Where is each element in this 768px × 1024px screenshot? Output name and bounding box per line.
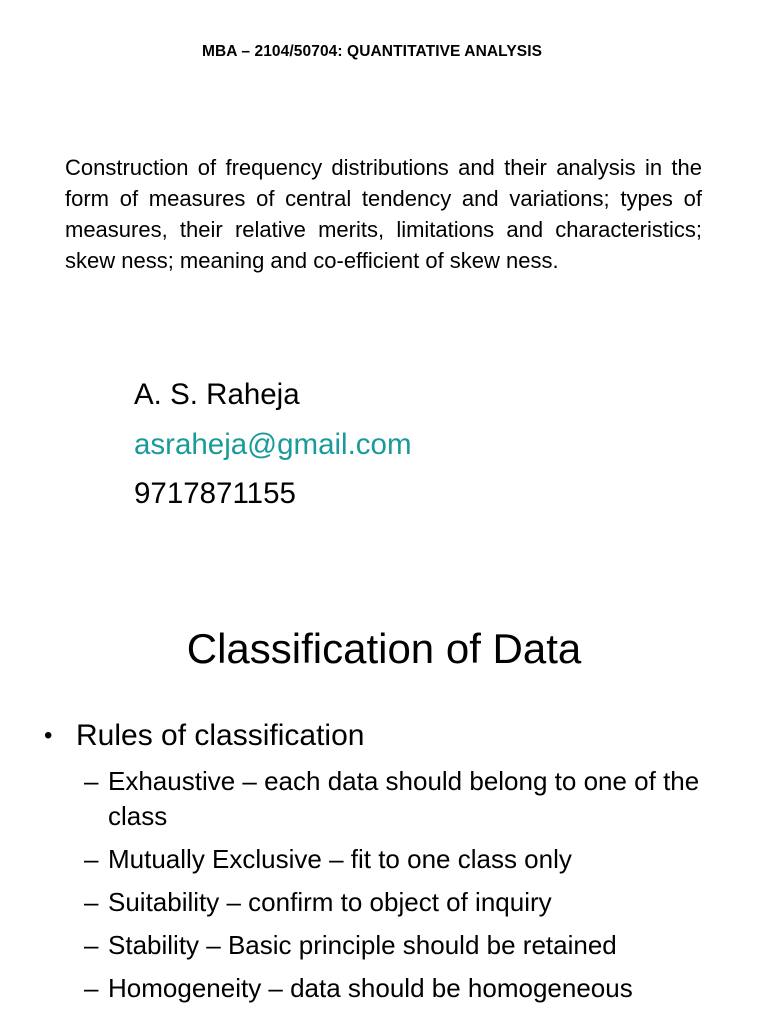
bullet-icon: •: [44, 722, 53, 749]
slide-title: Classification of Data: [186, 625, 582, 672]
dash-icon: –: [84, 930, 99, 960]
author-name: A. S. Raheja: [134, 378, 300, 411]
contact-block: [134, 370, 412, 519]
author-phone: 9717871155: [134, 477, 296, 510]
list-item: [84, 971, 764, 1006]
list-item-text: Mutually Exclusive – fit to one class only: [108, 844, 572, 874]
list-item: [84, 842, 764, 877]
dash-icon: –: [84, 766, 99, 796]
course-header: MBA – 2104/50704: QUANTITATIVE ANALYSIS: [201, 43, 543, 60]
bullet-text: Rules of classification: [76, 719, 365, 752]
author-email[interactable]: asraheja@gmail.com: [134, 427, 412, 461]
list-item: [84, 928, 764, 963]
dash-icon: –: [84, 887, 99, 917]
list-item: [84, 764, 764, 834]
course-description: Construction of frequency distributions and their analysis in the form of measures of central tendency and variations; types of measures, their relative merits, limitations and characteristics; skew ness; meaning and co-efficient of skew ness.: [65, 155, 702, 273]
dash-icon: –: [84, 973, 99, 1003]
rules-list: [84, 764, 764, 1014]
slide-classification: [0, 576, 768, 1024]
list-item-text: Stability – Basic principle should be retained: [108, 930, 617, 960]
list-item-text: Homogeneity – data should be homogeneous: [108, 973, 633, 1003]
dash-icon: –: [84, 844, 99, 874]
list-item: [84, 885, 764, 920]
list-item-text: Suitability – confirm to object of inquiry: [108, 887, 552, 917]
bullet-item: [44, 717, 364, 755]
list-item-text: Exhaustive – each data should belong to one of the class: [108, 766, 700, 831]
